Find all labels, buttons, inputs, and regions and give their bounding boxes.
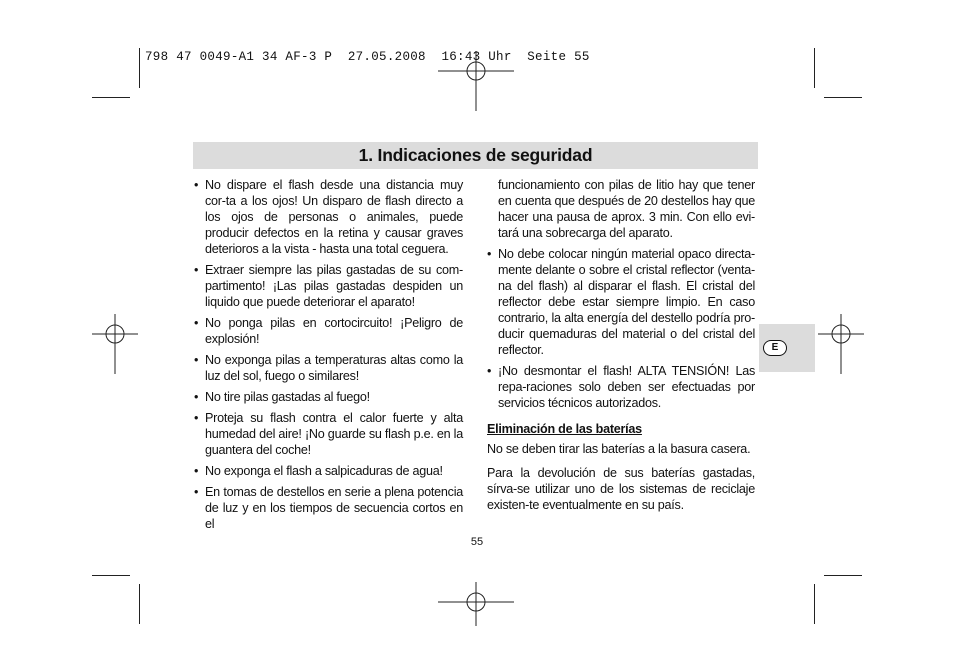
- bullet-icon: •: [194, 411, 199, 425]
- page-title: 1. Indicaciones de seguridad: [358, 145, 593, 165]
- section-subheading: Eliminación de las baterías: [487, 422, 642, 436]
- crop-mark-top-right-v: [814, 48, 815, 88]
- registration-mark-left-icon: [90, 312, 140, 382]
- bullet-icon: •: [194, 316, 199, 330]
- list-item: • No ponga pilas en cortocircuito! ¡Peligro de explosión!: [194, 316, 463, 346]
- bullet-icon: •: [194, 353, 199, 367]
- paragraph: No se deben tirar las baterías a la basura casera.: [487, 442, 751, 456]
- section-title-bar: [193, 142, 758, 169]
- left-column: [194, 177, 463, 537]
- bullet-icon: •: [194, 485, 199, 499]
- bullet-icon: •: [194, 263, 199, 277]
- crop-mark-top-left-v: [139, 48, 140, 88]
- list-item: • ¡No desmontar el flash! ALTA TENSIÓN! Las repa-raciones solo deben ser efectuadas por servicios técnicos autorizados.: [487, 364, 755, 410]
- language-badge: E: [763, 340, 787, 356]
- bullet-icon: •: [194, 464, 199, 478]
- registration-mark-bottom-icon: [436, 580, 516, 630]
- list-item: • No tire pilas gastadas al fuego!: [194, 390, 370, 404]
- bullet-icon: •: [194, 178, 199, 192]
- registration-mark-right-icon: [816, 312, 866, 382]
- paragraph: Para la devolución de sus baterías gastadas, sírva-se utilizar uno de los sistemas de reciclaje existen-te eventualmente en su país.: [487, 466, 755, 512]
- bullet-icon: •: [487, 364, 492, 378]
- right-column: [487, 177, 755, 521]
- list-item: • Extraer siempre las pilas gastadas de su com-partimento! ¡Las pilas gastadas despiden un liquido que puede deteriorar el aparato!: [194, 263, 463, 309]
- crop-mark-top-right-h: [824, 97, 862, 98]
- crop-mark-bottom-right-v: [814, 584, 815, 624]
- crop-mark-bottom-right-h: [824, 575, 862, 576]
- print-slug: 798 47 0049-A1 34 AF-3 P 27.05.2008 16:43 Uhr Seite 55: [145, 50, 590, 64]
- crop-mark-bottom-left-h: [92, 575, 130, 576]
- list-item: • No exponga pilas a temperaturas altas como la luz del sol, fuego o similares!: [194, 353, 463, 383]
- list-item: • No debe colocar ningún material opaco directa-mente delante o sobre el cristal reflector (venta-na del flash) al disparar el flash. El cristal del reflector debe estar siempre limpio. En caso contrario, la alta energía del destello podría pro-ducir quemaduras del material o del cristal del reflector.: [487, 247, 755, 357]
- list-item: • No exponga el flash a salpicaduras de agua!: [194, 464, 443, 478]
- crop-mark-bottom-left-v: [139, 584, 140, 624]
- page-number: 55: [470, 536, 484, 548]
- list-item: • Proteja su flash contra el calor fuerte y alta humedad del aire! ¡No guarde su flash p.e. en la guantera del coche!: [194, 411, 463, 457]
- list-item: • No dispare el flash desde una distancia muy cor-ta a los ojos! Un disparo de flash directo a los ojos de personas o animales, puede producir defectos en la retina y causar graves deterioros a la vista - hasta una total ceguera.: [194, 178, 463, 256]
- bullet-icon: •: [487, 247, 492, 261]
- list-item: • En tomas de destellos en serie a plena potencia de luz y en los tiempos de secuencia cortos en el: [194, 485, 463, 531]
- list-item-continuation: funcionamiento con pilas de litio hay que tener en cuenta que después de 20 destellos hay que hacer una pausa de aprox. 3 min. Con ello evi-tará una sobrecarga del aparato.: [498, 178, 755, 240]
- crop-mark-top-left-h: [92, 97, 130, 98]
- bullet-icon: •: [194, 390, 199, 404]
